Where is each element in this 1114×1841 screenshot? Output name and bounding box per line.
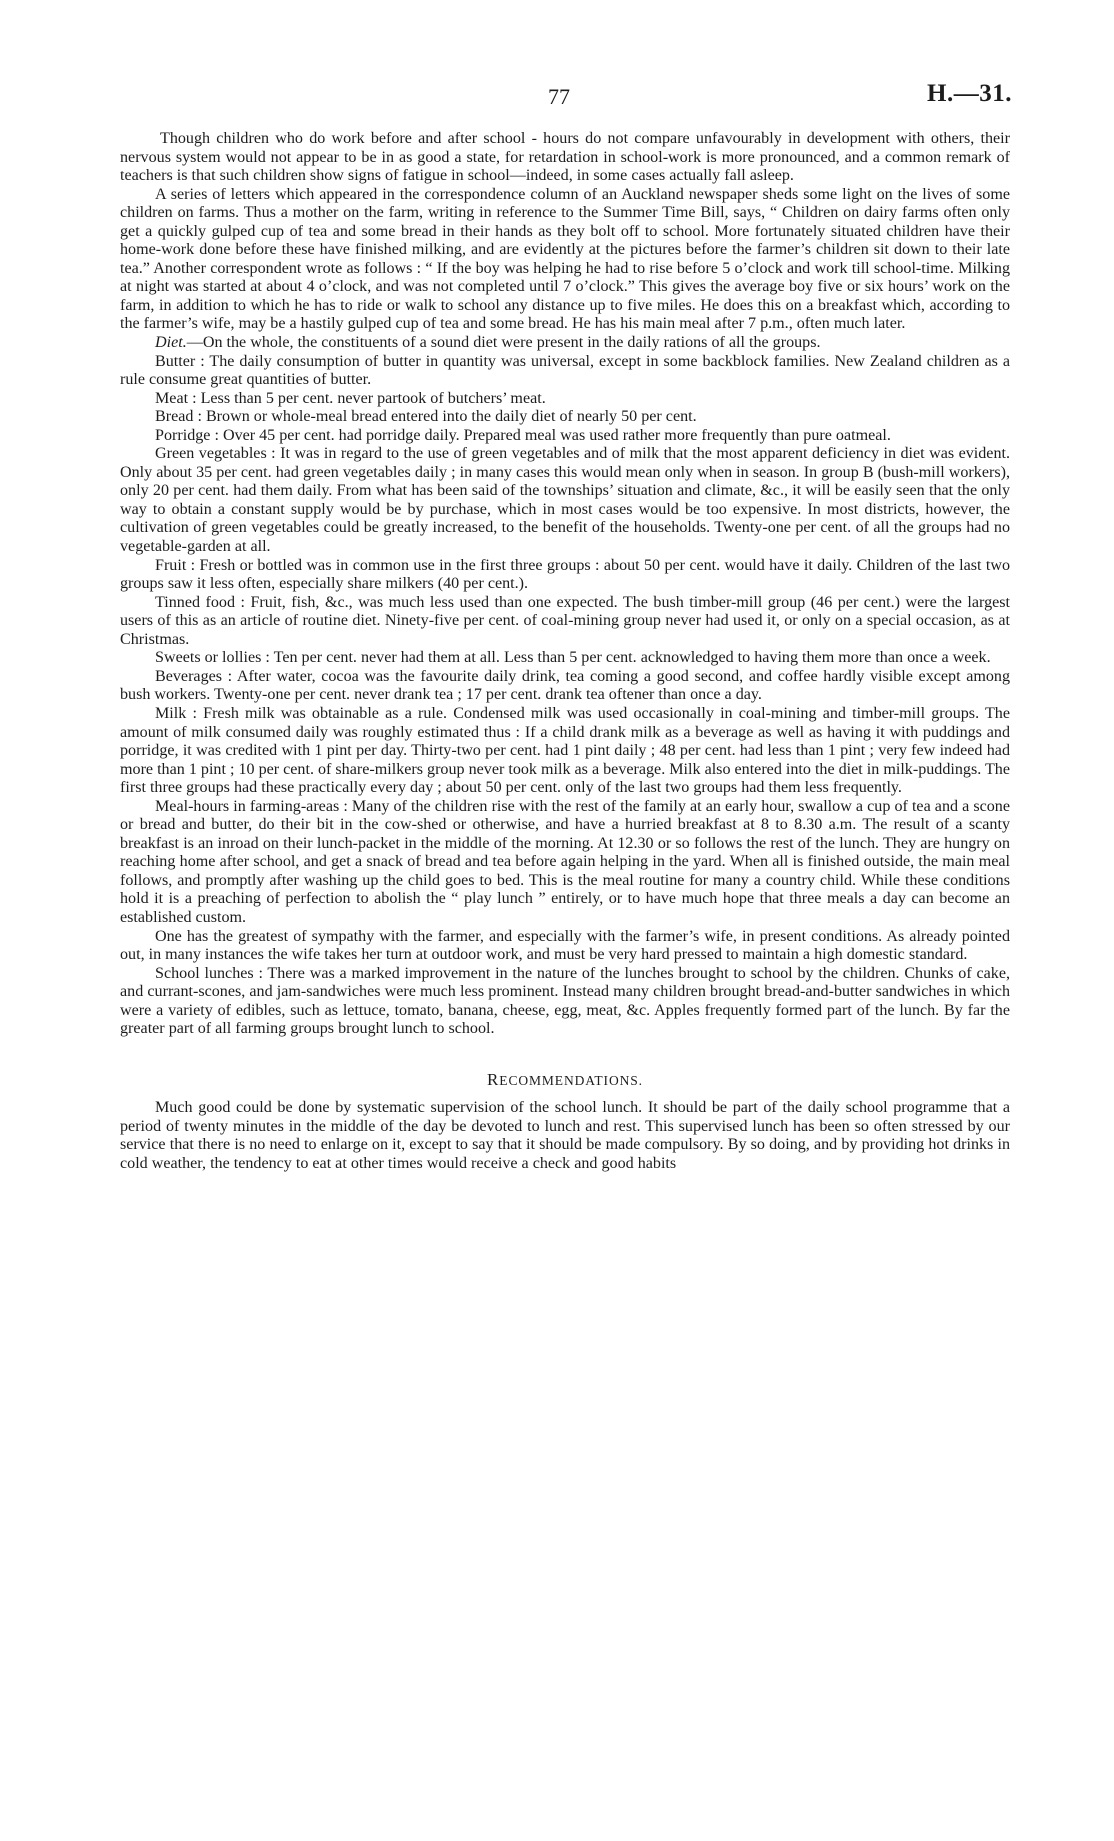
paragraph-beverages: Beverages : After water, cocoa was the favourite daily drink, tea coming a good second, and coffee hardly visible except among bush workers. Twenty-one per cent. never drank tea ; 17 per cent. drank tea oftener than once a day. — [120, 667, 1010, 704]
paragraph-butter: Butter : The daily consumption of butter in quantity was universal, except in some backblock families. New Zealand children as a rule consume great quantities of butter. — [120, 352, 1010, 389]
paragraph-tinned-food: Tinned food : Fruit, fish, &c., was much less used than one expected. The bush timber-mill group (46 per cent.) were the largest users of this as an article of routine diet. Ninety-five per cent. of coal-mining group never had used it, or only on a special occasion, as at Christmas. — [120, 593, 1010, 648]
body-text — [120, 130, 1010, 1174]
paragraph-bread: Bread : Brown or whole-meal bread entered into the daily diet of nearly 50 per cent. — [155, 408, 697, 426]
paragraph-green-vegetables: Green vegetables : It was in regard to the use of green vegetables and of milk that the most apparent deficiency in diet was evident. Only about 35 per cent. had green vegetables daily ; in many cases this would mean only when in season. In group B (bush-mill workers), only 20 per cent. had them daily. From what has been said of the townships’ situation and climate, &c., it will be easily seen that the only way to obtain a constant supply would be by purchase, which in most cases would be too expensive. In most districts, however, the cultivation of green vegetables could be greatly increased, to the benefit of the households. Twenty-one per cent. of all the groups had no vegetable-garden at all. — [120, 445, 1010, 556]
paragraph-fruit: Fruit : Fresh or bottled was in common use in the first three groups : about 50 per cent. would have it daily. Children of the last two groups saw it less often, especially share milkers (40 per cent.). — [120, 556, 1010, 593]
page-number: 77 — [548, 84, 570, 109]
paragraph-meat: Meat : Less than 5 per cent. never partook of butchers’ meat. — [155, 389, 546, 407]
diet-text: —On the whole, the constituents of a sound diet were present in the daily rations of all the groups. — [186, 334, 821, 352]
section-heading-recommendations: RECOMMENDATIONS. — [487, 1069, 643, 1089]
paragraph-intro: Though children who do work before and after school - hours do not compare unfavourably in development with others, their nervous system would not appear to be in as good a state, for retardation in school-work is more pronounced, and a common remark of teachers is that such children show signs of fatigue in school—indeed, in some cases actually fall asleep. — [120, 130, 1010, 185]
paragraph-letters: A series of letters which appeared in the correspondence column of an Auckland newspaper sheds some light on the lives of some children on farms. Thus a mother on the farm, writing in reference to the Summer Time Bill, says, “ Children on dairy farms often only get a quickly gulped cup of tea and some bread in their hands as they bolt off to school. More fortunately situated children have their home-work done before these have finished milking, and are evidently at the pictures before the farmer’s children sit down to their late tea.” Another correspondent wrote as follows : “ If the boy was helping he had to rise before 5 o’clock and work till school-time. Milking at night was started at about 4 o’clock, and was not completed until 7 o’clock.” This gives the average boy five or six hours’ work on the farm, in addition to which he has to ride or walk to school any distance up to five miles. He does this on a breakfast which, according to the farmer’s wife, may be a hastily gulped cup of tea and some bread. He has his main meal after 7 p.m., often much later. — [120, 185, 1010, 333]
paragraph-recommendations: Much good could be done by systematic supervision of the school lunch. It should be part of the daily school programme that a period of twenty minutes in the middle of the day be devoted to lunch and rest. This supervised lunch has been so often stressed by our service that there is no need to enlarge on it, except to say that it should be made compulsory. By so doing, and by providing hot drinks in cold weather, the tendency to eat at other times would receive a check and good habits — [120, 1099, 1010, 1172]
paragraph-porridge: Porridge : Over 45 per cent. had porridge daily. Prepared meal was used rather more frequently than pure oatmeal. — [155, 426, 891, 444]
paragraph-diet — [120, 334, 1010, 353]
page-header — [0, 78, 1114, 118]
paragraph-school-lunches: School lunches : There was a marked improvement in the nature of the lunches brought to school by the children. Chunks of cake, and currant-scones, and jam-sandwiches were much less prominent. Instead many children brought bread-and-butter sandwiches in which were a variety of edibles, such as lettuce, tomato, banana, cheese, egg, meat, &c. Apples frequently formed part of the lunch. By far the greater part of all farming groups brought lunch to school. — [120, 964, 1010, 1038]
diet-label: Diet. — [155, 334, 187, 352]
paragraph-sweets: Sweets or lollies : Ten per cent. never had them at all. Less than 5 per cent. acknowledged to having them more than once a week. — [155, 649, 991, 667]
paragraph-milk: Milk : Fresh milk was obtainable as a rule. Condensed milk was used occasionally in coal-mining and timber-mill groups. The amount of milk consumed daily was roughly estimated thus : If a child drank milk as a beverage as well as having it with puddings and porridge, it was credited with 1 pint per day. Thirty-two per cent. had 1 pint daily ; 48 per cent. had less than 1 pint ; very few indeed had more than 1 pint ; 10 per cent. of share-milkers group never took milk as a beverage. Milk also entered into the diet in milk-puddings. The first three groups had these practically every day ; about 50 per cent. only of the last two groups had them less frequently. — [120, 704, 1010, 797]
paragraph-meal-hours: Meal-hours in farming-areas : Many of the children rise with the rest of the family at an early hour, swallow a cup of tea and a scone or bread and butter, do their bit in the cow-shed or otherwise, and have a hurried breakfast at 8 to 8.30 a.m. The result of a scanty breakfast is an inroad on their lunch-packet in the middle of the morning. At 12.30 or so follows the rest of the lunch. They are hungry on reaching home after school, and get a snack of bread and tea before again helping in the yard. When all is finished outside, the main meal follows, and promptly after washing up the child goes to bed. This is the meal routine for many a country child. While these conditions hold it is a preaching of perfection to abolish the “ play lunch ” entirely, or to have much hope that three meals a day can become an established custom. — [120, 797, 1010, 926]
document-reference: H.—31. — [927, 80, 1012, 107]
paragraph-sympathy: One has the greatest of sympathy with the farmer, and especially with the farmer’s wife, in present conditions. As already pointed out, in many instances the wife takes her turn at outdoor work, and must be very hard pressed to maintain a high domestic standard. — [120, 927, 1010, 964]
